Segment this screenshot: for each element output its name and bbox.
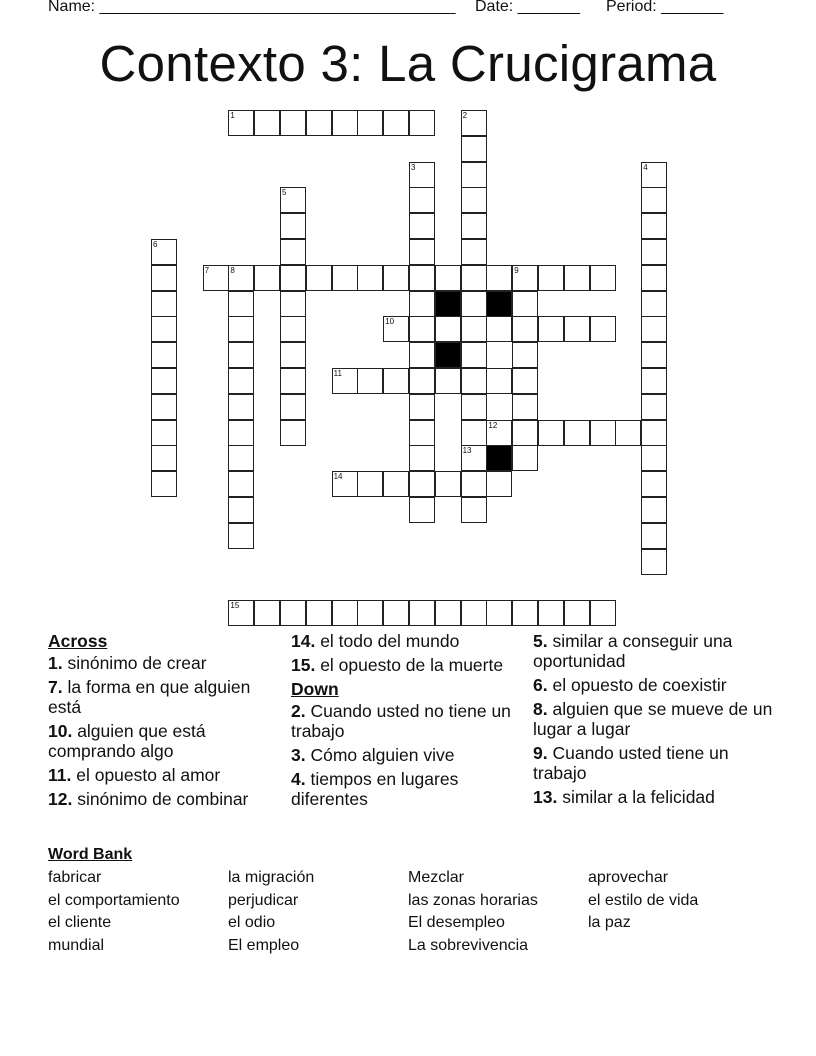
- grid-cell[interactable]: [564, 600, 590, 626]
- clues-column-3: [533, 631, 778, 811]
- grid-cell[interactable]: [280, 213, 306, 239]
- grid-cell[interactable]: [461, 316, 487, 342]
- grid-cell[interactable]: [512, 445, 538, 471]
- down-heading: Down: [291, 679, 339, 699]
- grid-cell[interactable]: [641, 213, 667, 239]
- grid-cell[interactable]: [461, 239, 487, 265]
- grid-cell[interactable]: [435, 316, 461, 342]
- grid-cell[interactable]: [641, 368, 667, 394]
- grid-cell[interactable]: [512, 316, 538, 342]
- clue-number: 9: [514, 265, 519, 275]
- clue-text: Cuando usted tiene un trabajo: [533, 743, 729, 783]
- clue-number: 13: [462, 446, 472, 456]
- black-cell: [435, 342, 461, 368]
- down-clue-list-continued: [533, 631, 778, 807]
- across-heading: Across: [48, 631, 108, 651]
- grid-cell[interactable]: [641, 265, 667, 291]
- grid-cell[interactable]: [461, 291, 487, 317]
- grid-cell[interactable]: [280, 239, 306, 265]
- grid-cell[interactable]: [486, 265, 512, 291]
- across-clue-list: [48, 653, 283, 809]
- grid-cell[interactable]: [512, 600, 538, 626]
- word-bank-item: El empleo: [228, 936, 300, 954]
- grid-cell[interactable]: [461, 471, 487, 497]
- clue-item: [291, 701, 526, 741]
- grid-cell[interactable]: [306, 600, 332, 626]
- grid-cell[interactable]: [435, 471, 461, 497]
- clue-item: [533, 787, 778, 807]
- grid-cell[interactable]: [306, 265, 332, 291]
- clue-number: 3: [411, 162, 416, 172]
- grid-cell[interactable]: [641, 523, 667, 549]
- grid-cell[interactable]: [461, 265, 487, 291]
- clue-number: 10.: [48, 721, 73, 741]
- grid-cell[interactable]: [512, 368, 538, 394]
- clue-number: 15.: [291, 655, 316, 675]
- grid-cell[interactable]: [280, 291, 306, 317]
- clue-number: 12.: [48, 789, 73, 809]
- clue-number: 5: [282, 188, 287, 198]
- clue-item: [48, 789, 283, 809]
- grid-cell[interactable]: [409, 368, 435, 394]
- grid-cell[interactable]: [564, 265, 590, 291]
- grid-cell[interactable]: [538, 600, 564, 626]
- clues-column-1: [48, 631, 283, 813]
- grid-cell[interactable]: [461, 394, 487, 420]
- grid-cell[interactable]: [383, 368, 409, 394]
- grid-cell[interactable]: [280, 316, 306, 342]
- clue-text: similar a conseguir una oportunidad: [533, 631, 733, 671]
- grid-cell[interactable]: [280, 265, 306, 291]
- grid-cell[interactable]: [228, 445, 254, 471]
- word-bank-item: El desempleo: [408, 914, 505, 932]
- word-bank-item: el estilo de vida: [588, 891, 699, 909]
- grid-cell[interactable]: [280, 420, 306, 446]
- clue-number: 11.: [48, 765, 72, 785]
- grid-cell[interactable]: [383, 110, 409, 136]
- page-title: Contexto 3: La Crucigrama: [99, 35, 717, 92]
- clue-number: 8: [230, 265, 235, 275]
- grid-cell[interactable]: [641, 291, 667, 317]
- clue-number: 9.: [533, 743, 548, 763]
- clue-text: similar a la felicidad: [557, 787, 715, 807]
- clue-item: [48, 677, 283, 717]
- clue-text: alguien que está comprando algo: [48, 721, 206, 761]
- grid-cell[interactable]: [228, 523, 254, 549]
- clue-number: 5.: [533, 631, 548, 651]
- grid-cell[interactable]: [151, 342, 177, 368]
- grid-cell[interactable]: [461, 187, 487, 213]
- black-cell: [486, 445, 512, 471]
- word-bank-item: la paz: [588, 914, 631, 932]
- grid-cell[interactable]: [254, 265, 280, 291]
- grid-cell[interactable]: [512, 420, 538, 446]
- clue-number: 6: [153, 240, 158, 249]
- word-bank-item: el cliente: [48, 914, 112, 932]
- clue-number: 8.: [533, 699, 548, 719]
- word-bank-item: Mezclar: [408, 869, 465, 886]
- grid-cell[interactable]: [486, 316, 512, 342]
- grid-cell[interactable]: [461, 342, 487, 368]
- grid-cell[interactable]: [409, 291, 435, 317]
- clue-number: 6.: [533, 675, 548, 695]
- grid-cell[interactable]: [357, 471, 383, 497]
- across-clue-list-continued: [291, 631, 526, 675]
- grid-cell[interactable]: [641, 342, 667, 368]
- word-bank-item: el comportamiento: [48, 891, 180, 909]
- grid-cell[interactable]: [332, 600, 358, 626]
- grid-cell[interactable]: [486, 600, 512, 626]
- clue-number: 10: [385, 317, 395, 327]
- clue-number: 14: [333, 472, 343, 482]
- grid-cell[interactable]: [590, 316, 616, 342]
- grid-cell[interactable]: [151, 316, 177, 342]
- clue-item: [48, 765, 283, 785]
- grid-cell[interactable]: [486, 368, 512, 394]
- grid-cell[interactable]: [409, 239, 435, 265]
- clue-number: 11: [333, 369, 342, 378]
- word-bank-item: la migración: [228, 869, 315, 886]
- grid-cell[interactable]: [538, 420, 564, 446]
- word-bank-item: mundial: [48, 936, 105, 954]
- black-cell: [435, 291, 461, 317]
- grid-cell[interactable]: [280, 110, 306, 136]
- clue-text: el opuesto de la muerte: [315, 655, 504, 675]
- word-bank-item: La sobrevivencia: [408, 936, 529, 954]
- clue-number: 7.: [48, 677, 63, 697]
- grid-cell[interactable]: [512, 291, 538, 317]
- grid-cell[interactable]: [461, 420, 487, 446]
- grid-cell[interactable]: [228, 291, 254, 317]
- grid-cell[interactable]: [228, 316, 254, 342]
- word-bank-item: fabricar: [48, 869, 102, 886]
- grid-cell[interactable]: [641, 497, 667, 523]
- grid-cell[interactable]: [228, 342, 254, 368]
- clue-text: Cuando usted no tiene un trabajo: [291, 701, 511, 741]
- clue-number: 7: [204, 265, 210, 275]
- grid-cell[interactable]: [409, 471, 435, 497]
- grid-cell[interactable]: [254, 110, 280, 136]
- grid-cell[interactable]: [409, 265, 435, 291]
- grid-cell[interactable]: [383, 265, 409, 291]
- clue-number: 1.: [48, 653, 63, 673]
- grid-cell[interactable]: [228, 394, 254, 420]
- grid-cell[interactable]: [280, 394, 306, 420]
- grid-cell[interactable]: [409, 342, 435, 368]
- clue-item: [291, 631, 526, 651]
- grid-cell[interactable]: [641, 239, 667, 265]
- grid-cell[interactable]: [641, 445, 667, 471]
- grid-cell[interactable]: [228, 420, 254, 446]
- word-bank-item: el odio: [228, 914, 276, 932]
- name-field[interactable]: Name: ________________________________________: [48, 0, 456, 15]
- grid-cell[interactable]: [228, 471, 254, 497]
- clue-item: [291, 745, 526, 765]
- clue-number: 15: [230, 601, 240, 611]
- clue-text: la forma en que alguien está: [48, 677, 251, 717]
- period-field[interactable]: Period: _______: [606, 0, 724, 15]
- grid-cell[interactable]: [332, 265, 358, 291]
- grid-cell[interactable]: [641, 549, 667, 575]
- clue-number: 1: [230, 111, 235, 120]
- clue-text: el todo del mundo: [315, 631, 460, 651]
- clue-text: Cómo alguien vive: [305, 745, 455, 765]
- word-bank-item: perjudicar: [228, 891, 299, 909]
- grid-cell[interactable]: [332, 110, 358, 136]
- grid-cell[interactable]: [461, 497, 487, 523]
- grid-cell[interactable]: [564, 420, 590, 446]
- grid-cell[interactable]: [383, 471, 409, 497]
- grid-cell[interactable]: [409, 394, 435, 420]
- clue-text: el opuesto al amor: [71, 765, 221, 785]
- grid-cell[interactable]: [228, 368, 254, 394]
- grid-cell[interactable]: [357, 600, 383, 626]
- grid-cell[interactable]: [383, 600, 409, 626]
- grid-cell[interactable]: [641, 394, 667, 420]
- grid-cell[interactable]: [151, 368, 177, 394]
- grid-cell[interactable]: [409, 445, 435, 471]
- grid-cell[interactable]: [151, 265, 177, 291]
- grid-cell[interactable]: [280, 368, 306, 394]
- grid-cell[interactable]: [409, 420, 435, 446]
- clue-item: [533, 631, 778, 671]
- clue-text: tiempos en lugares diferentes: [291, 769, 459, 809]
- grid-cell[interactable]: [590, 600, 616, 626]
- clue-text: sinónimo de combinar: [72, 789, 249, 809]
- grid-cell[interactable]: [409, 600, 435, 626]
- grid-cell[interactable]: [641, 187, 667, 213]
- clue-number: 14.: [291, 631, 316, 651]
- grid-cell[interactable]: [435, 265, 461, 291]
- grid-cell[interactable]: [512, 394, 538, 420]
- grid-cell[interactable]: [409, 316, 435, 342]
- clue-item: [48, 653, 283, 673]
- clue-item: [533, 743, 778, 783]
- grid-cell[interactable]: [538, 316, 564, 342]
- grid-cell[interactable]: [461, 368, 487, 394]
- grid-cell[interactable]: [280, 600, 306, 626]
- grid-cell[interactable]: [538, 265, 564, 291]
- grid-cell[interactable]: [409, 110, 435, 136]
- grid-cell[interactable]: [641, 316, 667, 342]
- clue-number: 4: [643, 162, 648, 172]
- grid-cell[interactable]: [461, 162, 487, 188]
- clue-item: [533, 675, 778, 695]
- grid-cell[interactable]: [151, 291, 177, 317]
- grid-cell[interactable]: [151, 471, 177, 497]
- grid-cell[interactable]: [228, 497, 254, 523]
- grid-cell[interactable]: [435, 368, 461, 394]
- grid-cell[interactable]: [486, 471, 512, 497]
- clue-text: alguien que se mueve de un lugar a lugar: [533, 699, 773, 739]
- grid-cell[interactable]: [409, 187, 435, 213]
- clue-item: [48, 721, 283, 761]
- grid-cell[interactable]: [590, 420, 616, 446]
- clue-item: [291, 769, 526, 809]
- grid-cell[interactable]: [590, 265, 616, 291]
- grid-cell[interactable]: [357, 368, 383, 394]
- grid-cell[interactable]: [641, 420, 667, 446]
- grid-cell[interactable]: [357, 110, 383, 136]
- clue-number: 3.: [291, 745, 306, 765]
- clue-item: [533, 699, 778, 739]
- clue-item: [291, 655, 526, 675]
- grid-cell[interactable]: [461, 213, 487, 239]
- clue-number: 13.: [533, 787, 558, 807]
- word-bank-title: Word Bank: [48, 846, 133, 863]
- word-bank-item: aprovechar: [588, 869, 669, 886]
- grid-cell[interactable]: [461, 136, 487, 162]
- grid-cell[interactable]: [409, 497, 435, 523]
- clues-column-2: [291, 631, 526, 813]
- clue-number: 2: [462, 111, 468, 120]
- grid-cell[interactable]: [641, 471, 667, 497]
- date-field[interactable]: Date: _______: [475, 0, 580, 15]
- grid-cell[interactable]: [564, 316, 590, 342]
- grid-cell[interactable]: [280, 342, 306, 368]
- grid-cell[interactable]: [461, 600, 487, 626]
- clue-text: el opuesto de coexistir: [547, 675, 727, 695]
- grid-cell[interactable]: [151, 394, 177, 420]
- grid-cell[interactable]: [306, 110, 332, 136]
- grid-cell[interactable]: [357, 265, 383, 291]
- grid-cell[interactable]: [615, 420, 641, 446]
- word-bank-item: las zonas horarias: [408, 891, 538, 909]
- down-clue-list: [291, 701, 526, 809]
- clue-number: 12: [488, 420, 498, 430]
- clue-number: 4.: [291, 769, 306, 789]
- black-cell: [486, 291, 512, 317]
- grid-cell[interactable]: [512, 342, 538, 368]
- clue-text: sinónimo de crear: [62, 653, 207, 673]
- grid-cell[interactable]: [409, 213, 435, 239]
- grid-cell[interactable]: [435, 600, 461, 626]
- grid-cell[interactable]: [151, 445, 177, 471]
- clue-number: 2.: [291, 701, 306, 721]
- grid-cell[interactable]: [151, 420, 177, 446]
- grid-cell[interactable]: [254, 600, 280, 626]
